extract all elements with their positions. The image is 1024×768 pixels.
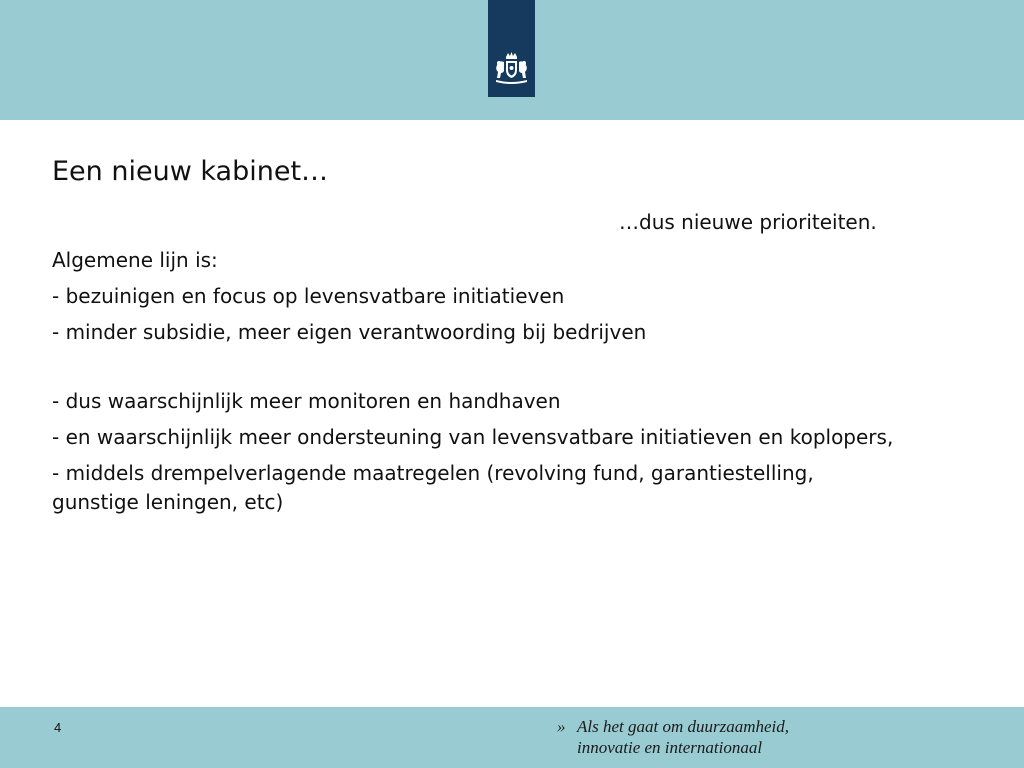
body-paragraph-3: - minder subsidie, meer eigen verantwoording bij bedrijven bbox=[52, 320, 647, 344]
footer-tagline bbox=[557, 716, 789, 758]
body-paragraph-2: - bezuinigen en focus op levensvatbare initiatieven bbox=[52, 284, 565, 308]
body-paragraph-5: - en waarschijnlijk meer ondersteuning van levensvatbare initiatieven en koplopers, bbox=[52, 425, 894, 449]
page-number: 4 bbox=[54, 720, 62, 735]
double-chevron-icon: » bbox=[557, 717, 566, 736]
slide-body bbox=[52, 246, 902, 524]
coat-of-arms-icon bbox=[491, 51, 532, 85]
body-paragraph-1: Algemene lijn is: bbox=[52, 248, 218, 272]
body-paragraph-6: - middels drempelverlagende maatregelen (revolving fund, garantiestelling, gunstige leningen, etc) bbox=[52, 461, 814, 514]
paragraph-spacer bbox=[52, 354, 902, 387]
tagline-line-2: innovatie en internationaal bbox=[577, 738, 763, 757]
footer-band bbox=[0, 707, 1024, 768]
slide-subtitle: …dus nieuwe prioriteiten. bbox=[619, 210, 877, 234]
tagline-line-1: Als het gaat om duurzaamheid, bbox=[577, 717, 790, 736]
slide-title: Een nieuw kabinet… bbox=[52, 156, 329, 187]
body-paragraph-4: - dus waarschijnlijk meer monitoren en handhaven bbox=[52, 389, 561, 413]
government-logo bbox=[488, 0, 535, 97]
